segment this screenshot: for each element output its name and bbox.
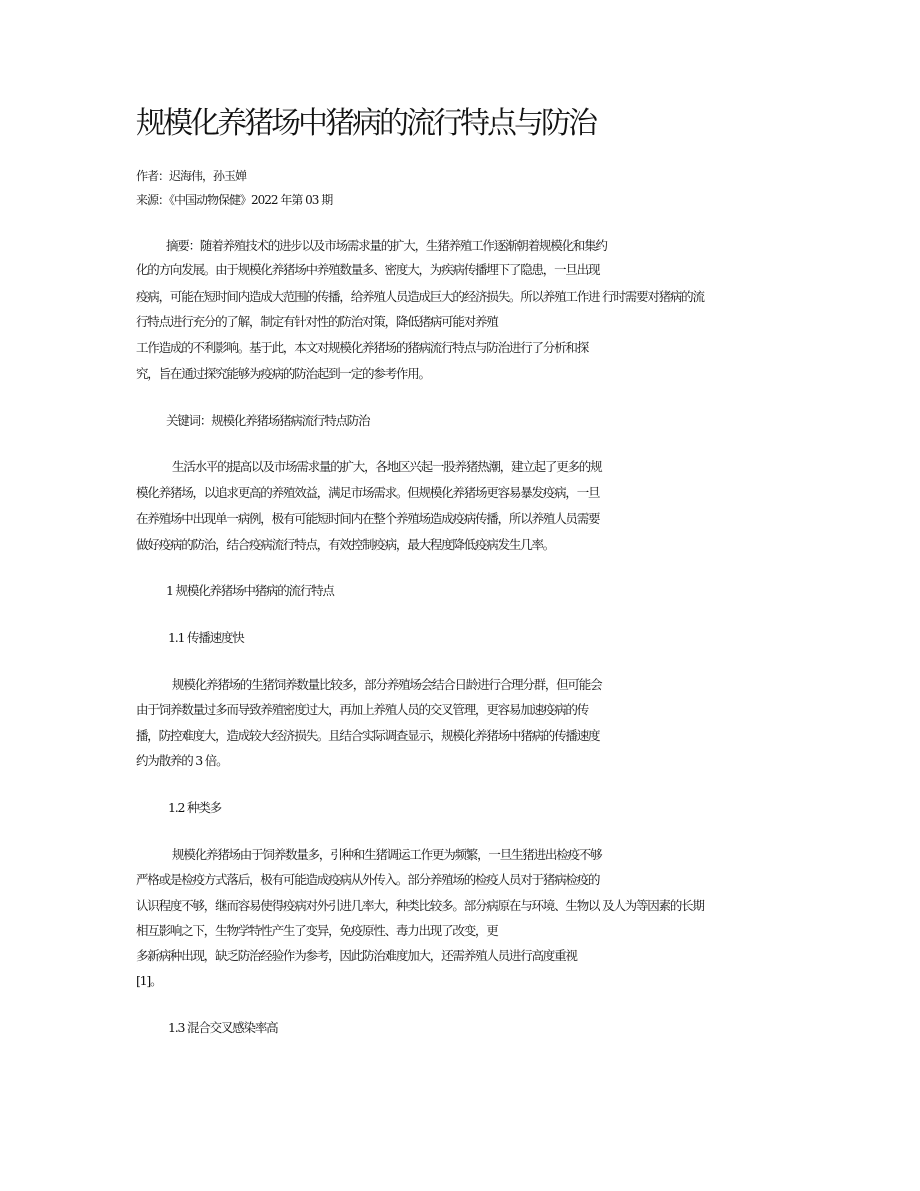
paragraph-line: 模化养猪场，以追求更高的养殖效益，满足市场需求。但规模化养猪场更容易暴发疫病，一旦 xyxy=(136,485,600,500)
paragraph-line: [1]。 xyxy=(136,973,162,988)
section-heading: 1 规模化养猪场中猪病的流行特点 xyxy=(166,583,334,598)
paragraph-line: 相互影响之下，生物学特性产生了变异，免疫原性、毒力出现了改变，更 xyxy=(136,923,498,938)
subsection-heading: 1.2 种类多 xyxy=(168,800,221,815)
article-title: 规模化养猪场中猪病的流行特点与防治 xyxy=(136,106,595,141)
paragraph-line: 播，防控难度大，造成较大经济损失。且结合实际调查显示，规模化养猪场中猪病的传播速度 xyxy=(136,728,600,743)
abstract-line: 疫病，可能在短时间内造成大范围的传播，给养殖人员造成巨大的经济损失。所以养殖工作进 行时需要对猪病的流 xyxy=(136,289,704,304)
paragraph-line: 在养殖场中出现单一病例，极有可能短时间内在整个养殖场造成疫病传播，所以养殖人员需要 xyxy=(136,511,600,526)
abstract-line: 行特点进行充分的了解，制定有针对性的防治对策，降低猪病可能对养殖 xyxy=(136,314,498,329)
subsection-heading: 1.1 传播速度快 xyxy=(168,630,244,645)
author-line: 作者：迟海伟，孙玉婵 xyxy=(136,169,247,183)
paragraph-line: 认识程度不够，继而容易使得疫病对外引进几率大，种类比较多。部分病原在与环境、生物以 及人为等因素的长期 xyxy=(136,898,704,913)
subsection-heading: 1.3 混合交叉感染率高 xyxy=(168,1020,278,1035)
paragraph-line: 规模化养猪场的生猪饲养数量比较多，部分养殖场会结合日龄进行合理分群，但可能会 xyxy=(172,677,602,692)
paragraph-line: 规模化养猪场由于饲养数量多，引种和生猪调运工作更为频繁，一旦生猪进出检疫不够 xyxy=(172,847,602,862)
paragraph-line: 多新病种出现，缺乏防治经验作为参考，因此防治难度加大，还需养殖人员进行高度重视 xyxy=(136,948,577,963)
abstract-line: 究，旨在通过探究能够为疫病的防治起到一定的参考作用。 xyxy=(136,366,430,381)
paragraph-line: 严格或是检疫方式落后，极有可能造成疫病从外传入。部分养殖场的检疫人员对于猪病检疫的 xyxy=(136,872,600,887)
paragraph-line: 约为散养的 3 倍。 xyxy=(136,753,228,768)
source-line: 来源：《中国动物保健》2022 年第 03 期 xyxy=(136,193,333,207)
keywords-line: 关键词：规模化养猪场猪病流行特点防治 xyxy=(166,413,370,428)
paragraph-line: 由于饲养数量过多而导致养殖密度过大，再加上养殖人员的交叉管理，更容易加速疫病的传 xyxy=(136,702,589,717)
paragraph-line: 做好疫病的防治，结合疫病流行特点，有效控制疫病，最大程度降低疫病发生几率。 xyxy=(136,537,555,552)
abstract-line: 摘要：随着养殖技术的进步以及市场需求量的扩大，生猪养殖工作逐渐朝着规模化和集约 xyxy=(166,238,607,253)
paragraph-line: 生活水平的提高以及市场需求量的扩大，各地区兴起一股养猪热潮，建立起了更多的规 xyxy=(172,459,602,474)
abstract-line: 化的方向发展。由于规模化养猪场中养殖数量多、密度大，为疾病传播埋下了隐患，一旦出现 xyxy=(136,262,600,277)
abstract-line: 工作造成的不利影响。基于此，本文对规模化养猪场的猪病流行特点与防治进行了分析和探 xyxy=(136,340,589,355)
